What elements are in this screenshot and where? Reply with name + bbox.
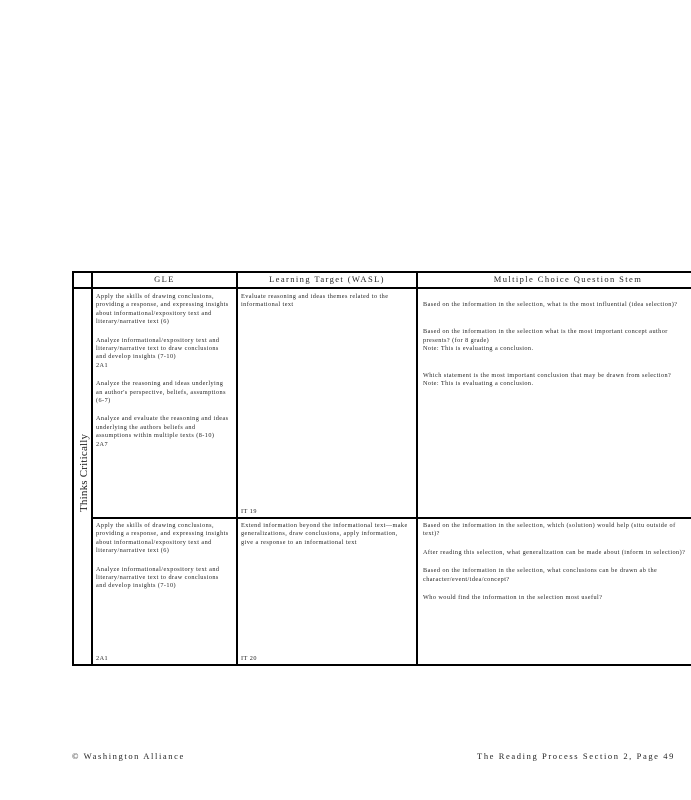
row2-stem-3: Based on the information in the selection, what conclusions can be drawn ab the character/event/idea/concept? <box>423 567 658 583</box>
table-left-border <box>72 271 74 666</box>
row2-target-code: IT 20 <box>241 655 257 662</box>
row2-gle-item-1: Apply the skills of drawing conclusions, providing a response, and expressing insights about informational/expository text and literary/narrative text (6) <box>96 522 229 555</box>
header-question-stem: Multiple Choice Question Stem <box>493 274 643 284</box>
row1-question-stems <box>423 293 691 407</box>
header-learning-target: Learning Target (WASL) <box>269 274 385 284</box>
target-column-border <box>416 271 418 666</box>
gle-column-border <box>236 271 238 666</box>
row1-target-code: IT 19 <box>241 508 257 515</box>
row1-stem-3: Which statement is the most important conclusion that may be drawn from selection? Note: This is evaluating a conclusion. <box>423 371 672 388</box>
row1-gle-code-1: 2A1 <box>96 361 109 369</box>
row1-gle-cell <box>96 293 230 449</box>
footer-page-info: The Reading Process Section 2, Page 49 <box>477 751 675 761</box>
row2-gle-item-2: Analyze informational/expository text and literary/narrative text to draw conclusions and develop insights (7-10) <box>96 565 220 590</box>
row1-learning-target: Evaluate reasoning and ideas themes related to the informational text <box>241 293 389 309</box>
row1-gle-item-3: Analyze the reasoning and ideas underlying an author's perspective, beliefs, assumptions (6-7) <box>96 380 226 405</box>
row1-stem-1: Based on the information in the selection, what is the most influential (idea selection)? <box>423 301 678 309</box>
row1-gle-item-2: Analyze informational/expository text and literary/narrative text to draw conclusions and develop insights (7-10) <box>96 336 220 361</box>
table-bottom-border <box>72 664 691 666</box>
header-bottom-border <box>72 287 691 289</box>
row1-stem-2: Based on the information in the selection what is the most important concept author presents? (for 8 grade) Note: This is evaluating a conclusion. <box>423 328 668 353</box>
footer-copyright: © Washington Alliance <box>72 751 185 761</box>
row2-question-stems <box>423 522 691 612</box>
row2-gle-code: 2A1 <box>96 655 109 662</box>
label-column-border <box>91 271 93 666</box>
row1-gle-item-1: Apply the skills of drawing conclusions, providing a response, and expressing insights about informational/expository text and literary/narrative text (6) <box>96 293 229 326</box>
header-gle: GLE <box>154 274 175 284</box>
row1-gle-code-2: 2A7 <box>96 440 109 448</box>
row2-stem-2: After reading this selection, what generalization can be made about (inform in selection)? <box>423 548 686 556</box>
row2-learning-target: Extend information beyond the informational text—make generalizations, draw conclusions, apply information, give a response to an informational text <box>241 522 408 546</box>
row2-stem-4: Who would find the information in the selection most useful? <box>423 594 603 602</box>
row1-gle-item-4: Analyze and evaluate the reasoning and ideas underlying the authors beliefs and assumptions within multiple texts (8-10) <box>96 415 229 440</box>
row2-stem-1: Based on the information in the selection, which (solution) would help (situ outside of text)? <box>423 522 676 538</box>
row-divider <box>92 517 691 519</box>
row-label-thinks-critically: Thinks Critically <box>78 433 90 512</box>
table-top-border <box>72 271 691 273</box>
row2-gle-cell <box>96 522 230 601</box>
